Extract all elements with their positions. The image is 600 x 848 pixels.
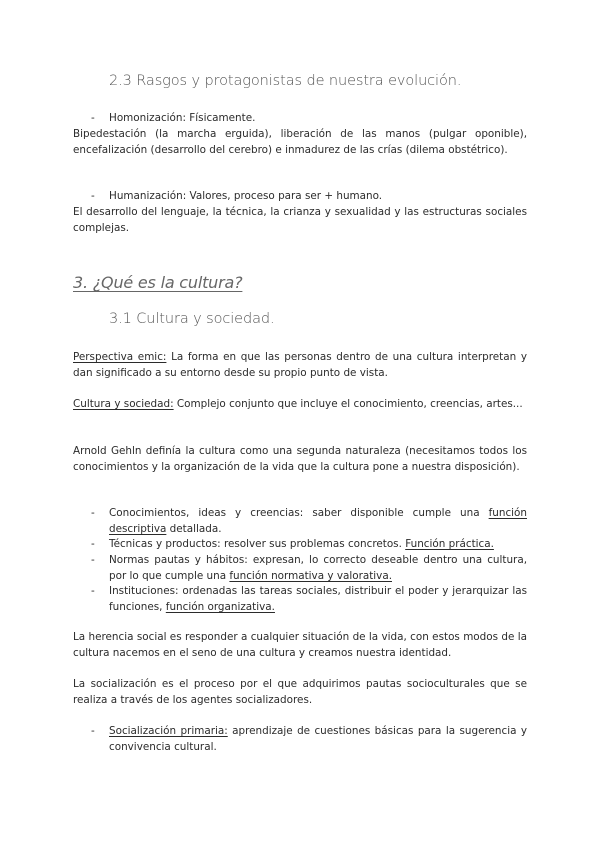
bullet-dash: - bbox=[91, 112, 95, 124]
socializacion-paragraph: La socialización es el proceso por el que adquirimos pautas socioculturales que se realiza a través de los agentes socializadores. bbox=[73, 678, 527, 706]
humanizacion-paragraph: El desarrollo del lenguaje, la técnica, la crianza y sexualidad y las estructuras sociales complejas. bbox=[73, 206, 527, 234]
list-item-homonizacion bbox=[91, 110, 256, 126]
cultura-sociedad-paragraph bbox=[73, 396, 527, 412]
primaria-term: Socialización primaria: bbox=[109, 725, 228, 737]
function-text: Técnicas y productos: resolver sus problemas concretos. bbox=[109, 538, 406, 550]
function-name: Función práctica. bbox=[405, 538, 494, 550]
cultura-sociedad-definition: Complejo conjunto que incluye el conocimiento, creencias, artes... bbox=[173, 398, 523, 410]
function-name: función organizativa. bbox=[165, 601, 275, 613]
bullet-dash: - bbox=[91, 190, 95, 202]
homonizacion-label: Homonización: Físicamente. bbox=[109, 112, 256, 124]
section-3-heading: 3. ¿Qué es la cultura? bbox=[73, 273, 243, 292]
herencia-paragraph: La herencia social es responder a cualquier situación de la vida, con estos modos de la cultura nacemos en el seno de una cultura y creamos nuestra identidad. bbox=[73, 631, 527, 659]
bullet-dash: - bbox=[91, 538, 95, 550]
emic-term: Perspectiva emic: bbox=[73, 351, 167, 363]
list-item bbox=[91, 723, 527, 755]
emic-paragraph bbox=[73, 349, 527, 381]
cultura-sociedad-term: Cultura y sociedad: bbox=[73, 398, 174, 410]
list-item bbox=[91, 583, 527, 615]
list-item bbox=[91, 552, 527, 584]
function-text: Normas pautas y hábitos: expresan, lo correcto deseable dentro una cultura, por lo que cumple una bbox=[109, 554, 527, 582]
homonizacion-paragraph: Bipedestación (la marcha erguida), liberación de las manos (pulgar oponible), encefalización (desarrollo del cerebro) e inmadurez de las crías (dilema obstétrico). bbox=[73, 128, 527, 156]
emic-definition: La forma en que las personas dentro de una cultura interpretan y dan significado a su entorno desde su propio punto de vista. bbox=[73, 351, 527, 379]
bullet-dash: - bbox=[91, 554, 95, 566]
bullet-dash: - bbox=[91, 725, 95, 737]
humanizacion-label: Humanización: Valores, proceso para ser + humano. bbox=[109, 190, 383, 202]
primaria-definition: aprendizaje de cuestiones básicas para la sugerencia y convivencia cultural. bbox=[109, 725, 527, 753]
bullet-dash: - bbox=[91, 507, 95, 519]
list-item bbox=[91, 536, 527, 552]
function-name: función normativa y valorativa. bbox=[229, 570, 392, 582]
list-item-humanizacion bbox=[91, 188, 383, 204]
function-name: función descriptiva bbox=[109, 507, 527, 535]
list-item bbox=[91, 505, 527, 537]
function-text: Instituciones: ordenadas las tareas sociales, distribuir el poder y jerarquizar las funciones, bbox=[109, 585, 527, 613]
section-3-1-heading: 3.1 Cultura y sociedad. bbox=[109, 311, 275, 327]
function-tail: detallada. bbox=[166, 523, 222, 535]
gehlen-paragraph: Arnold Gehln definía la cultura como una segunda naturaleza (necesitamos todos los conocimientos y la organización de la vida que la cultura pone a nuestra disposición). bbox=[73, 445, 527, 473]
section-2-3-heading: 2.3 Rasgos y protagonistas de nuestra evolución. bbox=[109, 73, 462, 89]
bullet-dash: - bbox=[91, 585, 95, 597]
function-text: Conocimientos, ideas y creencias: saber disponible cumple una bbox=[109, 507, 489, 519]
